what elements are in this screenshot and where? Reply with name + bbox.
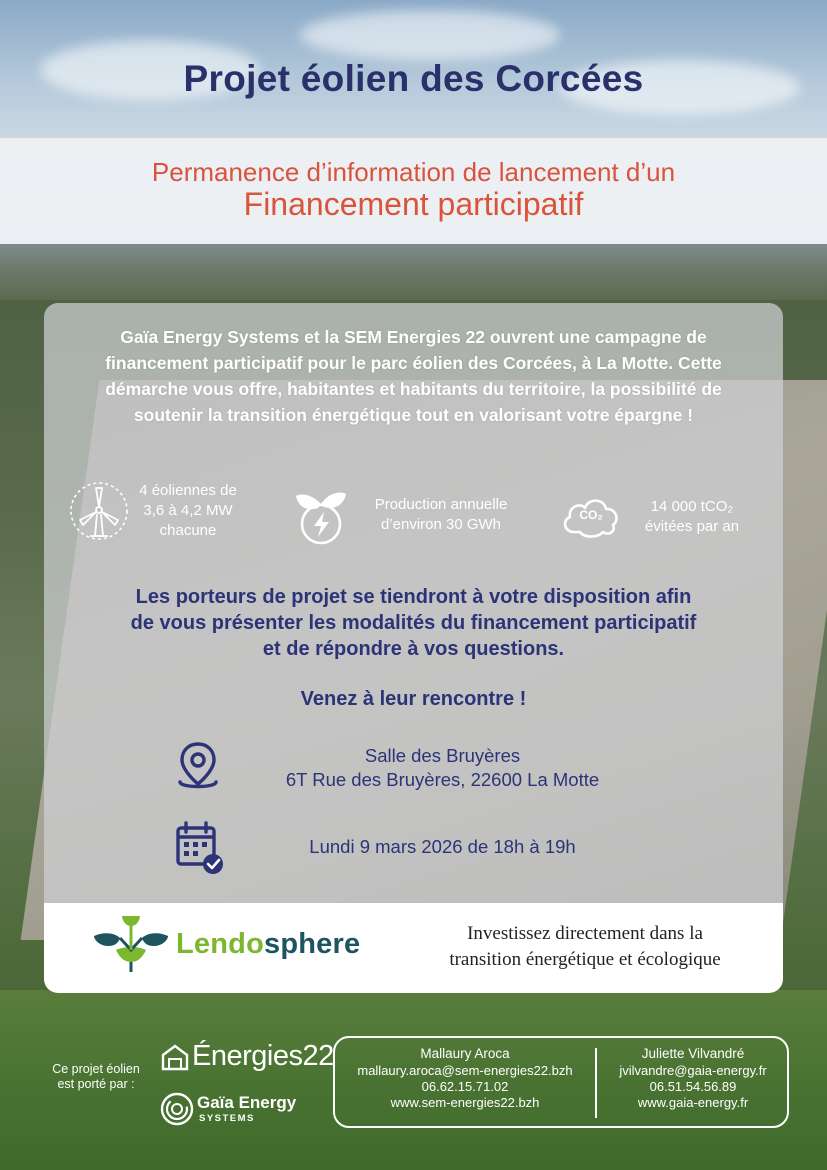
lendosphere-leaf-icon [92,916,170,976]
contact-website[interactable]: www.gaia-energy.fr [637,1095,749,1110]
subtitle-line2: Financement participatif [243,186,584,222]
location-pin-icon [174,740,222,792]
energies22-logo-icon [160,1042,190,1072]
carried-line2: est porté par : [57,1077,135,1091]
subtitle-line1: Permanence d’information de lancement d’un [151,157,676,187]
contact-email[interactable]: mallaury.aroca@sem-energies22.bzh [357,1063,573,1078]
carried-line1: Ce projet éolien [52,1062,140,1076]
turbines-line3: chacune [159,522,217,539]
callout-line1: Les porteurs de projet se tiendront à votre disposition afin [135,586,692,608]
callout-line3: et de répondre à vos questions. [262,638,565,660]
co2-line1: 14 000 tCO₂ [650,498,734,515]
callout-text [74,584,753,662]
production-line1: Production annuelle [374,496,508,513]
intro-paragraph: Gaïa Energy Systems et la SEM Energies 22 ouvrent une campagne de financement participatif pour le parc éolien des Corcées, à La Motte. Cette démarche vous offre, habitantes et habitants du territoire, la possibilité de soutenir la transition énergétique tout en valorisant votre épargne ! [105,327,722,425]
production-line2: d’environ 30 GWh [380,516,502,533]
lendosphere-tagline [410,921,760,973]
wind-turbine-icon [68,480,130,542]
carried-by-label [36,1062,156,1092]
contact-email[interactable]: jvilvandre@gaia-energy.fr [619,1063,767,1078]
contact-card [599,1046,787,1111]
contact-name: Mallaury Aroca [420,1046,510,1061]
contacts-box [333,1036,789,1128]
energies22-logo-text: Énergies22 [192,1040,334,1072]
gaia-energy-sub: SYSTEMS [199,1113,255,1124]
lendosphere-wordmark [176,928,360,961]
stat-turbines [68,480,243,542]
lendosphere-wordmark-part1: Lendo [176,928,264,960]
gaia-energy-logo-icon [160,1092,194,1126]
contacts-divider [595,1048,597,1118]
tagline-line2: transition énergétique et écologique [449,949,721,970]
venue-name: Salle des Bruyères [364,745,521,766]
contact-name: Juliette Vilvandré [641,1046,745,1061]
contact-phone[interactable]: 06.51.54.56.89 [649,1079,737,1094]
contact-card [337,1046,593,1111]
event-date: Lundi 9 mars 2026 de 18h à 19h [309,836,576,857]
horizon-background [0,244,827,304]
turbines-line2: 3,6 à 4,2 MW [143,502,233,519]
calendar-check-icon [174,820,226,876]
venue-block [250,744,635,792]
turbines-line1: 4 éoliennes de [139,482,237,499]
green-energy-icon [290,484,352,546]
invite-heading: Venez à leur rencontre ! [300,688,527,710]
lendosphere-wordmark-part2: sphere [264,928,361,960]
stat-co2 [560,486,757,548]
tagline-line1: Investissez directement dans la [467,923,703,944]
page-title: Projet éolien des Corcées [183,58,644,99]
co2-line2: évitées par an [644,518,740,535]
contact-website[interactable]: www.sem-energies22.bzh [390,1095,540,1110]
gaia-energy-name: Gaïa Energy [197,1093,297,1112]
co2-badge: CO₂ [579,508,603,522]
stat-production [290,484,526,546]
contact-phone[interactable]: 06.62.15.71.02 [421,1079,509,1094]
callout-line2: de vous présenter les modalités du financement participatif [130,612,697,634]
co2-cloud-icon [560,486,622,548]
venue-address: 6T Rue des Bruyères, 22600 La Motte [285,769,600,790]
cloud [300,10,560,60]
